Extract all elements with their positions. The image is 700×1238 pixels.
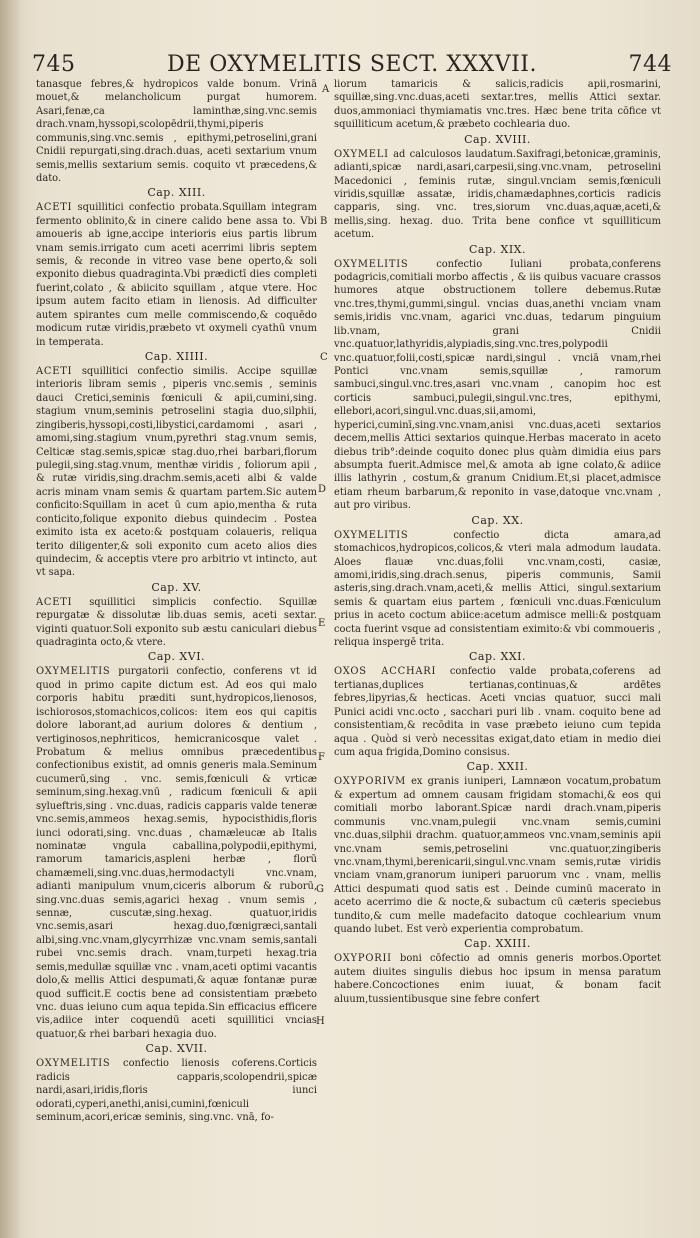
- chapter-heading: Cap. XIX.: [468, 242, 526, 256]
- paragraph-text: ex granis iuniperi, Lamnæon vocatum,probatum & expertum ad omnem causam frigidam stomachi,& eos qui comitiali morbo laborant.Spicæ nardi drach.vnam,piperis communis vnc.vnam,pulegii vnc.vnam semis,cumini vnc.duas,silphii drachm. quatuor,ammeos vnc.vnam,seminis apii vnc.vnam semis,petroselini vnc.quatuor,zingiberis vnc.vnam,thymi,berenicarii,singul.vnc.vnam semis,rutæ viridis vnciam vnam,granorum iuniperi paruorum vnc . vnam, mellis Attici despumati quod satis est . Deinde cuminū macerato in aceto acerrimo die & nocte,& subactum cū cæteris speciebus tundito,& cum melle madefacito datoque cochlearium vnum quando lubet. Est verò experientia comprobatum.: [334, 776, 661, 936]
- lead-word: ACETI: [36, 596, 73, 608]
- chapter-heading: Cap. XIIII.: [144, 350, 209, 364]
- lead-word: OXYPORIVM: [334, 776, 406, 788]
- margin-letter: G: [316, 884, 324, 895]
- paragraph: [334, 148, 661, 242]
- paragraph: [334, 952, 661, 1006]
- paragraph-text: purgatorii confectio, conferens vt id quod in primo capite dictum est. Ad eos qui malo corporis habitu præditi sunt,hydropicos,lienosos, ischiorosos,stomachicos,colicos: item eos qui capitis dolore laborant,ad aurium dolores & dentium , vertiginosos,nephriticos, hemicranicosque valet . Probatum & melius omnibus præcedentibus confectionibus existit, ad omnis generis mala.Seminum cucumerū,sing . vnc. semis,fœniculi & vrticæ seminum,sing.hexag.vnū , radicum fœniculi & apii sylueftris,sing . vnc.duas, radicis capparis valde teneræ vnc.semis,ammeos hexag.semis, hypocisthidis,floris iunci odorati,sing. vnc.duas , chamæleucæ ab Italis nominatæ vngula caballina,polypodii,epithymi, ramorum tamaricis,aspleni herbæ , florū chamæmeli,sing.vnc.duas,hermodactyli vnc.vnam, adianti manipulum vnum,ciceris alborum & ruborū, sing.vnc.duas semis,agarici hexag . vnum semis , sennæ, cuscutæ,sing.hexag. quatuor,iridis vnc.semis,asari hexag.duo,fœnigræci,santali albi,sing.vnc.vnam,glycyrrhizæ vnc.vnam semis,santali rubei vnc.semis drach. vnam,turpeti hexag.tria semis,medullæ squillæ vnc . vnam,aceti optimi vacantis dolo,& mellis Attici despumati,& aquæ fontanæ puræ quod sufficit.E coctis bene ad consistentiam præbeto vnc. duas ieiuno cum aqua tepida.Sin efficacius efficere vis,adiice inter coquendū aceti squillitici vncias quatuor,& rhei barbari hexagia duo.: [36, 666, 317, 1040]
- paragraph: [334, 78, 661, 132]
- paragraph-text: liorum tamaricis & salicis,radicis apii,rosmarini, squillæ,sing.vnc.duas,aceti sextar.tres, mellis Attici sextar. duos,ammoniaci thymiamatis vnc.tres. Hæc bene trita cōfice vt squilliticum acetum,& præbeto cochlearia duo.: [334, 79, 661, 131]
- margin-letter: C: [320, 352, 328, 363]
- chapter-heading: Cap. XVII.: [145, 1042, 208, 1056]
- paragraph-text: boni cōfectio ad omnis generis morbos.Oportet autem diuites singulis diebus hoc ipsum in mensa paratum habere.Concoctiones enim iuuat, & bonam facit aluum,tussientibusque sine febre confert: [334, 953, 661, 1005]
- chapter-heading: Cap. XXIII.: [464, 937, 531, 951]
- paragraph: [36, 596, 317, 650]
- paragraph: [334, 529, 661, 650]
- paragraph: [36, 1057, 317, 1124]
- paragraph: [36, 665, 317, 1041]
- chapter-heading: Cap. XIII.: [147, 186, 206, 200]
- paragraph-text: squillitici confectio similis. Accipe squillæ interioris libram semis , piperis vnc.semis , seminis dauci Cretici,seminis fœniculi & apii,cumini,sing. stagium vnum,seminis petroselini stagia duo,silphii, zingiberis,hyssopi,costi,libystici,cardamomi , asari , amomi,sing.stagium vnum,pyrethri stag.vnum semis, Celticæ stag.semis,spicæ stag.duo,rhei barbari,florum pulegii,sing.stag.vnum, menthæ viridis , foliorum apii , & rutæ viridis,sing.drachm.semis,aceti albi & valde acris minam vnam semis & quartam partem.Sic autem conficito:Squillam in acet ū cum apio,mentha & ruta conticito,folique exponito diebus quindecim . Postea eximito ista ex aceto:& postquam colaueris, reliqua terito diligenter,& soli exponito cum aceto alios dies quindecim, & acceptis vtere pro arbitrio vt intincto, aut vt sapa.: [36, 366, 317, 579]
- paragraph: [334, 665, 661, 759]
- lead-word: OXOS ACCHARI: [334, 666, 437, 678]
- chapter-heading: Cap. XVI.: [147, 650, 206, 664]
- paragraph-text: confectio lienosis coferens.Corticis radicis capparis,scolopendrii,spicæ nardi,asari,iridis,floris iunci odorati,cyperi,anethi,anisi,cumini,fœniculi seminum,acori,ericæ seminis, sing.vnc. vnā, fo-: [36, 1058, 317, 1123]
- running-title: DE OXYMELITIS SECT. XXXVII.: [167, 52, 537, 77]
- left-column: [36, 78, 317, 1123]
- lead-word: OXYMELITIS: [36, 666, 111, 678]
- paragraph-text: confectio dicta amara,ad stomachicos,hydropicos,colicos,& vteri mala admodum laudata. Aloes flauæ vnc.duas,folii vnc.vnam,costi, casiæ, amomi,iridis,sing.drach.senus, piperis communis, Samii asteris,sing.drach.vnam,aceti,& mellis Attici, singul.sextarium semis & quartam eius partem , fœniculi vnc.duas.Fœniculum prius in aceto coctum abiice:acetum admisce melli:& postquam cocta fuerint vsque ad consistentiam eximito:& vbi commoueris , reliqua inspergē trita.: [334, 529, 661, 649]
- chapter-heading: Cap. XVIII.: [464, 132, 531, 146]
- chapter-heading: Cap. XXII.: [466, 760, 529, 774]
- page-number-left: 745: [32, 52, 76, 77]
- paragraph-text: confectio Iuliani probata,conferens podagricis,comitiali morbo affectis , & iis quibus vacuare crassos humores atque obstructionem tollere debemus.Rutæ vnc.tres,thymi,gummi,singul. vncias duas,anethi vnciam vnam semis,iridis vnc.vnam, agarici vnc.duas, tedarum pinguium lib.vnam, grani Cnidii vnc.quatuor,lathyridis,alypiadis,sing.vnc.tres,polypodii vnc.quatuor,folii,costi,spicæ nardi,singul . vnciā vnam,rhei Pontici vnc.vnam semis,squillæ , ramorum sambuci,singul.vnc.tres,asari vnc.vnam , canopim hoc est corticis sambuci,pulegii,singul.vnc.tres, epithymi, ellebori,acori,singul.vnc.duas,sii,amomi, hyperici,cuminī,sing.vnc.vnam,anisi vnc.duas,aceti sextarios decem,mellis Attici sextarios quinque.Herbas macerato in aceto diebus trib°:deinde coquito donec plus quàm dimidia eius pars absumpta fuerit.Admisce mel,& amota ab igne colato,& adiice illis lathyrin , costum,& granum Cnidium.Et,si placet,admisce etiam rheum barbarum,& reponito in vase,datoque vnc.vnam , aut pro viribus.: [334, 258, 661, 512]
- margin-letter: A: [322, 84, 330, 95]
- margin-letter: E: [318, 618, 326, 629]
- chapter-heading: Cap. XX.: [471, 513, 524, 527]
- lead-word: ACETI: [36, 366, 73, 378]
- lead-word: OXYMELITIS: [334, 258, 409, 270]
- right-column: [334, 78, 661, 1058]
- paragraph: [334, 258, 661, 513]
- paragraph: [36, 365, 317, 580]
- paragraph-text: squillitici simplicis confectio. Squillæ repurgatæ & dissolutæ lib.duas semis, aceti sextar. viginti quatuor.Soli exponito sub æstu caniculari diebus quadraginta octo,& vtere.: [36, 596, 317, 649]
- lead-word: OXYPORII: [334, 953, 392, 965]
- gutter-shadow: [0, 0, 22, 1238]
- margin-letter: F: [318, 752, 325, 763]
- lead-word: OXYMELITIS: [36, 1058, 111, 1070]
- margin-letter: D: [318, 484, 327, 495]
- lead-word: ACETI: [36, 202, 73, 214]
- lead-word: OXYMELI: [334, 148, 389, 160]
- paragraph: [334, 775, 661, 936]
- paragraph-text: tanasque febres,& hydropicos valde bonum. Vrinā mouet,& melancholicum purgat humorem. Asari,fenæ,ca laminthæ,sing.vnc.semis drach.vnam,hyssopi,scolopēdrii,thymi,piperis communis,sing.vnc.semis , epithymi,petroselini,grani Cnidii repurgati,sing.drach.duas, aceti sextarium vnum semis,mellis sextarium semis. coquito vt præcedens,& dato.: [36, 79, 317, 184]
- paragraph-text: ad calculosos laudatum.Saxifragi,betonicæ,graminis, adianti,spicæ nardi,asari,carpesii,sing.vnc.vnam, petroselini Macedonici , feminis rutæ, singul.vnciam semis,fœniculi viridis,squillæ assatæ, iridis,chamædaphnes,corticis radicis capparis, sing. vnc. tres,siorum vnc.duas,aquæ,aceti,& mellis,sing. hexag. duo. Trita bene confice vt squilliticum acetum.: [334, 148, 661, 241]
- lead-word: OXYMELITIS: [334, 529, 409, 541]
- margin-letter: H: [316, 1016, 325, 1027]
- paragraph: [36, 78, 317, 185]
- paragraph: [36, 201, 317, 349]
- paragraph-text: squillitici confectio probata.Squillam integram fermento oblinito,& in cinere calido bene assa to. Vbi amoueris ab igne,accipe interioris eius partis librum vnam semis.irrigato cum aceti acerrimi libris septem semis, & reconde in vitreo vase bene operto,& soli exponito diebus quadraginta.Vbi prædictī dies completi fuerint,colato , & abiicito squillam , atque vtere. Hoc ipsum autem facito etiam in lienosis. Ad difficulter autem spirantes cum melle commiscendo,& coquēdo modicum rutæ viridis,præbeto vt oxymeli cyathū vnum in temperata.: [36, 202, 317, 348]
- chapter-heading: Cap. XXI.: [468, 650, 526, 664]
- chapter-heading: Cap. XV.: [151, 580, 202, 594]
- page-number-right: 744: [628, 52, 672, 77]
- margin-letter: B: [320, 216, 328, 227]
- paragraph-text: confectio valde probata,coferens ad tertianas,duplices tertianas,continuas,& ardētes febres,lipyrias,& hecticas. Aceti vncias quatuor, succi mali Punici acidi vnc.octo , sacchari puri lib . vnam. coquito bene ad consistentiam,& recōdita in vase præbeto ieiuno cum tepida aqua . Quòd si verò necessitas exigat,dato etiam in medio diei cum aqua frigida,Domino consisus.: [334, 666, 661, 758]
